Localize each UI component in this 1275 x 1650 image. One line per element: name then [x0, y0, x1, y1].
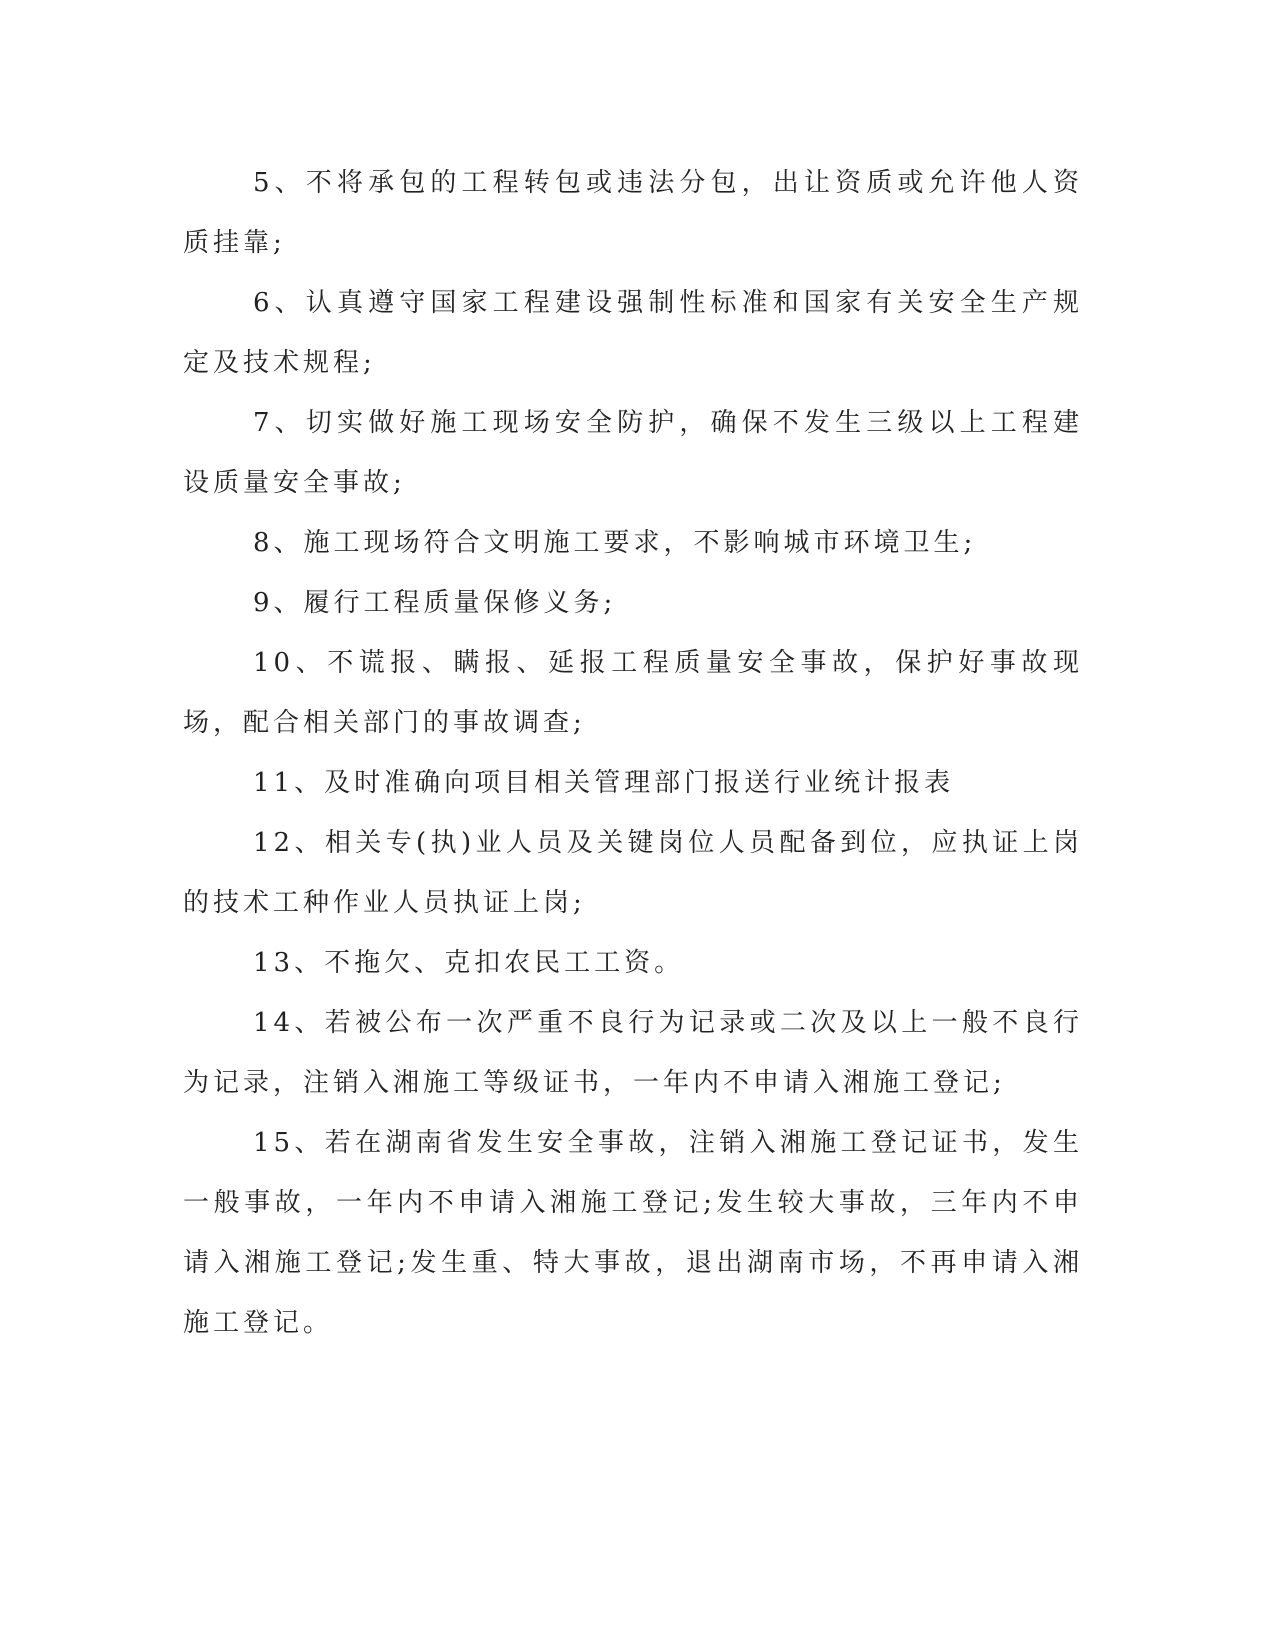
paragraph-item-12: 12、相关专(执)业人员及关键岗位人员配备到位，应执证上岗的技术工种作业人员执证上岗; — [183, 828, 1083, 918]
paragraph-item-13: 13、不拖欠、克扣农民工工资。 — [253, 948, 685, 978]
paragraph-item-15: 15、若在湖南省发生安全事故，注销入湘施工登记证书，发生一般事故，一年内不申请入湘施工登记;发生较大事故，三年内不申请入湘施工登记;发生重、特大事故，退出湖南市场，不再申请入湘施工登记。 — [183, 1128, 1083, 1338]
paragraph-item-5: 5、不将承包的工程转包或违法分包，出让资质或允许他人资质挂靠; — [183, 168, 1083, 258]
paragraph-item-6: 6、认真遵守国家工程建设强制性标准和国家有关安全生产规定及技术规程; — [183, 288, 1083, 378]
paragraph-item-11: 11、及时准确向项目相关管理部门报送行业统计报表 — [253, 768, 955, 798]
paragraph-item-14: 14、若被公布一次严重不良行为记录或二次及以上一般不良行为记录，注销入湘施工等级证书，一年内不申请入湘施工登记; — [183, 1008, 1083, 1098]
paragraph-item-9: 9、履行工程质量保修义务; — [253, 588, 617, 618]
paragraph-item-8: 8、施工现场符合文明施工要求，不影响城市环境卫生; — [253, 528, 977, 558]
document-body — [183, 153, 1083, 1353]
paragraph-item-7: 7、切实做好施工现场安全防护，确保不发生三级以上工程建设质量安全事故; — [183, 408, 1083, 498]
paragraph-item-10: 10、不谎报、瞒报、延报工程质量安全事故，保护好事故现场，配合相关部门的事故调查; — [183, 648, 1083, 738]
